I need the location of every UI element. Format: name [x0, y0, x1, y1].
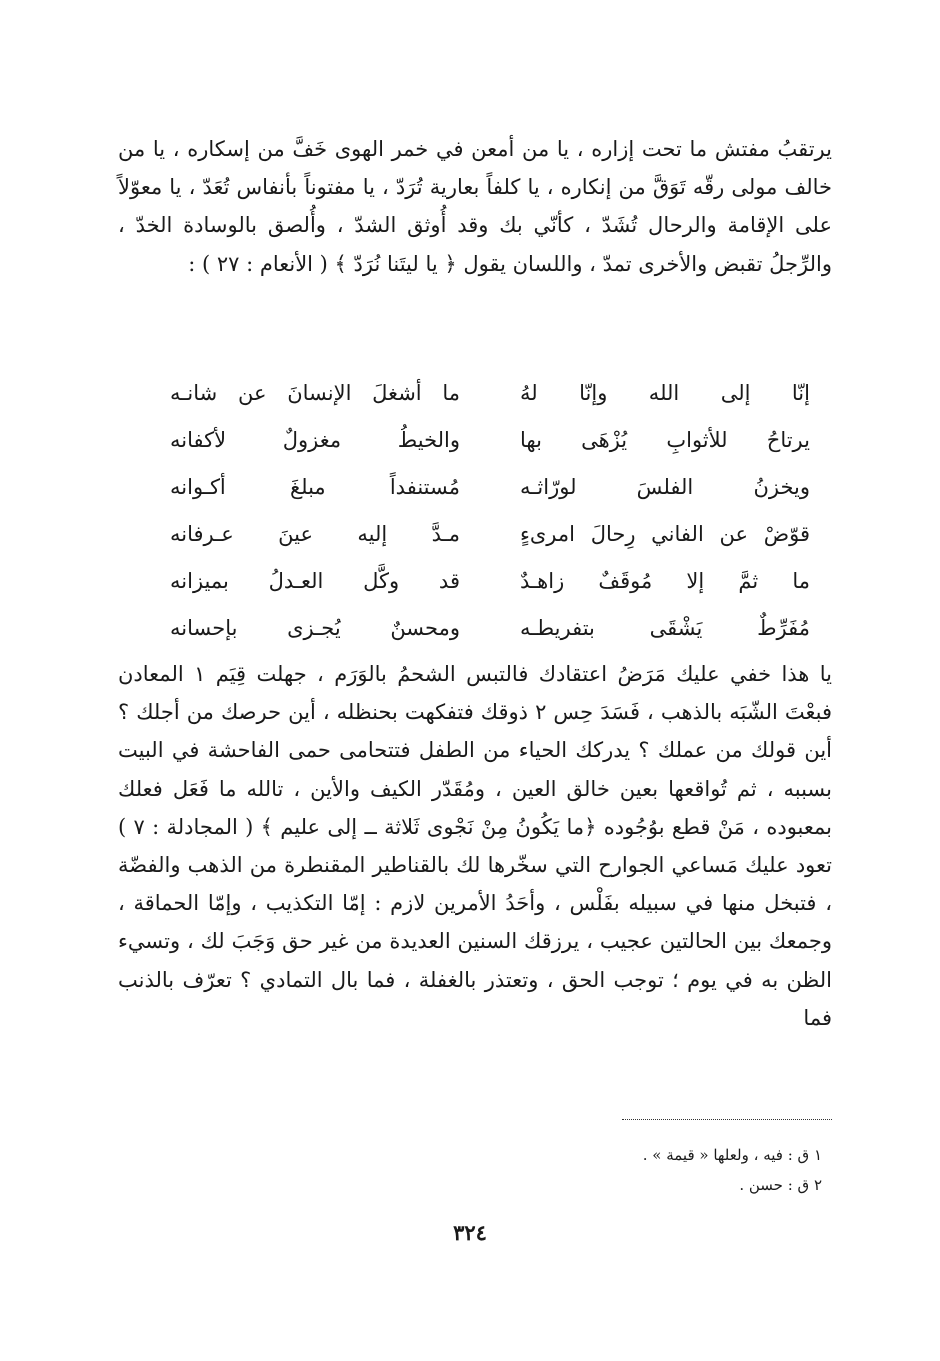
verse-first-hemistich: ما ثمَّ إلا مُوقَفٌ زاهـدٌ	[520, 569, 810, 593]
verse-second-hemistich: قد وكَّل العـدلُ بميزانه	[170, 569, 460, 593]
page-number: ٣٢٤	[453, 1220, 487, 1245]
poem	[170, 370, 810, 652]
paragraph-2	[118, 655, 832, 1037]
verse-first-hemistich: إنّا إلى الله وإنّا لهُ	[520, 381, 810, 405]
verse-second-hemistich: والخيطُ مغزولٌ لأكفانه	[170, 428, 460, 452]
verse-first-hemistich: ويخزنُ الفلسَ لورّاثـه	[520, 475, 810, 499]
paragraph-1-text: يرتقبُ مفتش ما تحت إزاره ، يا من أمعن في خمر الهوى خَفَّ من إسكاره ، يا من خالف مولى رقّه تَوَقَّ من إنكاره ، يا كلفاً بعارية تُرَدّ ، يا مفتوناً بأنفاس تُعَدّ ، يا معوّلاً على الإقامة والرحال تُشَدّ ، كأنّي بك وقد أُوثق الشدّ ، وأُلصق بالوسادة الخدّ ، والرِّجلُ تقبض والأخرى تمدّ ، واللسان يقول ﴿ يا ليتَنا نُرَدّ ﴾ ( الأنعام : ٢٧ ) :	[118, 137, 832, 276]
footnote-2: ٢ ق : حسن .	[739, 1176, 822, 1194]
poem-verse	[170, 370, 810, 417]
footnote-1: ١ ق : فيه ، ولعلها « قيمة » .	[642, 1146, 822, 1164]
footnote-divider	[622, 1119, 832, 1120]
poem-verse	[170, 605, 810, 652]
verse-first-hemistich: يرتاحُ للأثوابِ يُزْهَى بها	[520, 428, 810, 452]
verse-second-hemistich: مُستنفداً مبلغَ أكـوانه	[170, 475, 460, 499]
verse-second-hemistich: مـدَّ إليه عينَ عـرفانه	[170, 522, 460, 546]
poem-verse	[170, 511, 810, 558]
poem-verse	[170, 464, 810, 511]
poem-verse	[170, 558, 810, 605]
footnotes	[420, 1140, 822, 1200]
paragraph-2-text: يا هذا خفي عليك مَرَضُ اعتقادك فالتبس الشحمُ بالوَرَم ، جهلت قِيَم ١ المعادن فبعْتَ الشّبَه بالذهب ، فَسَدَ حِس ٢ ذوقك فتفكهت بحنظله ، أين حرصك من أجلك ؟ أين قولك من عملك ؟ يدركك الحياء من الطفل فتتحامى حمى الفاحشة في البيت بسببه ، ثم تُواقعها بعين خالق العين ، ومُقَدّر الكيف والأين ، تالله ما فَعَل فعلك بمعبوده ، مَنْ قطع بوُجُوده ﴿ما يَكُونُ مِنْ نَجْوى ثَلاثة ــ إلى عليم ﴾ ( المجادلة : ٧ ) تعود عليك مَساعي الجوارح التي سخّرها لك بالقناطير المقنطرة من الذهب والفضّة ، فتبخل منها في سبيله بفَلْس ، وأحَدُ الأمرين لازم : إمّا التكذيب ، وإمّا الحماقة ، وجمعك بين الحالتين عجيب ، يرزقك السنين العديدة من غير حق وَجَبَ لك ، وتسيء الظن به في يوم ؛ توجب الحق ، وتعتذر بالغفلة ، فما بال التمادي ؟ تعرّف بالذنب فما	[118, 662, 832, 1030]
poem-verse	[170, 417, 810, 464]
verse-first-hemistich: مُفَرِّطٌ يَشْقَى بتفريطـه	[520, 616, 810, 640]
verse-second-hemistich: ومحسنٌ يُجـزى بإحسانه	[170, 616, 460, 640]
verse-second-hemistich: ما أشغلَ الإنسانَ عن شانـه	[170, 381, 460, 405]
paragraph-1	[118, 130, 832, 283]
verse-first-hemistich: قوّضْ عن الفاني رِحالَ امرىءٍ	[520, 522, 810, 546]
